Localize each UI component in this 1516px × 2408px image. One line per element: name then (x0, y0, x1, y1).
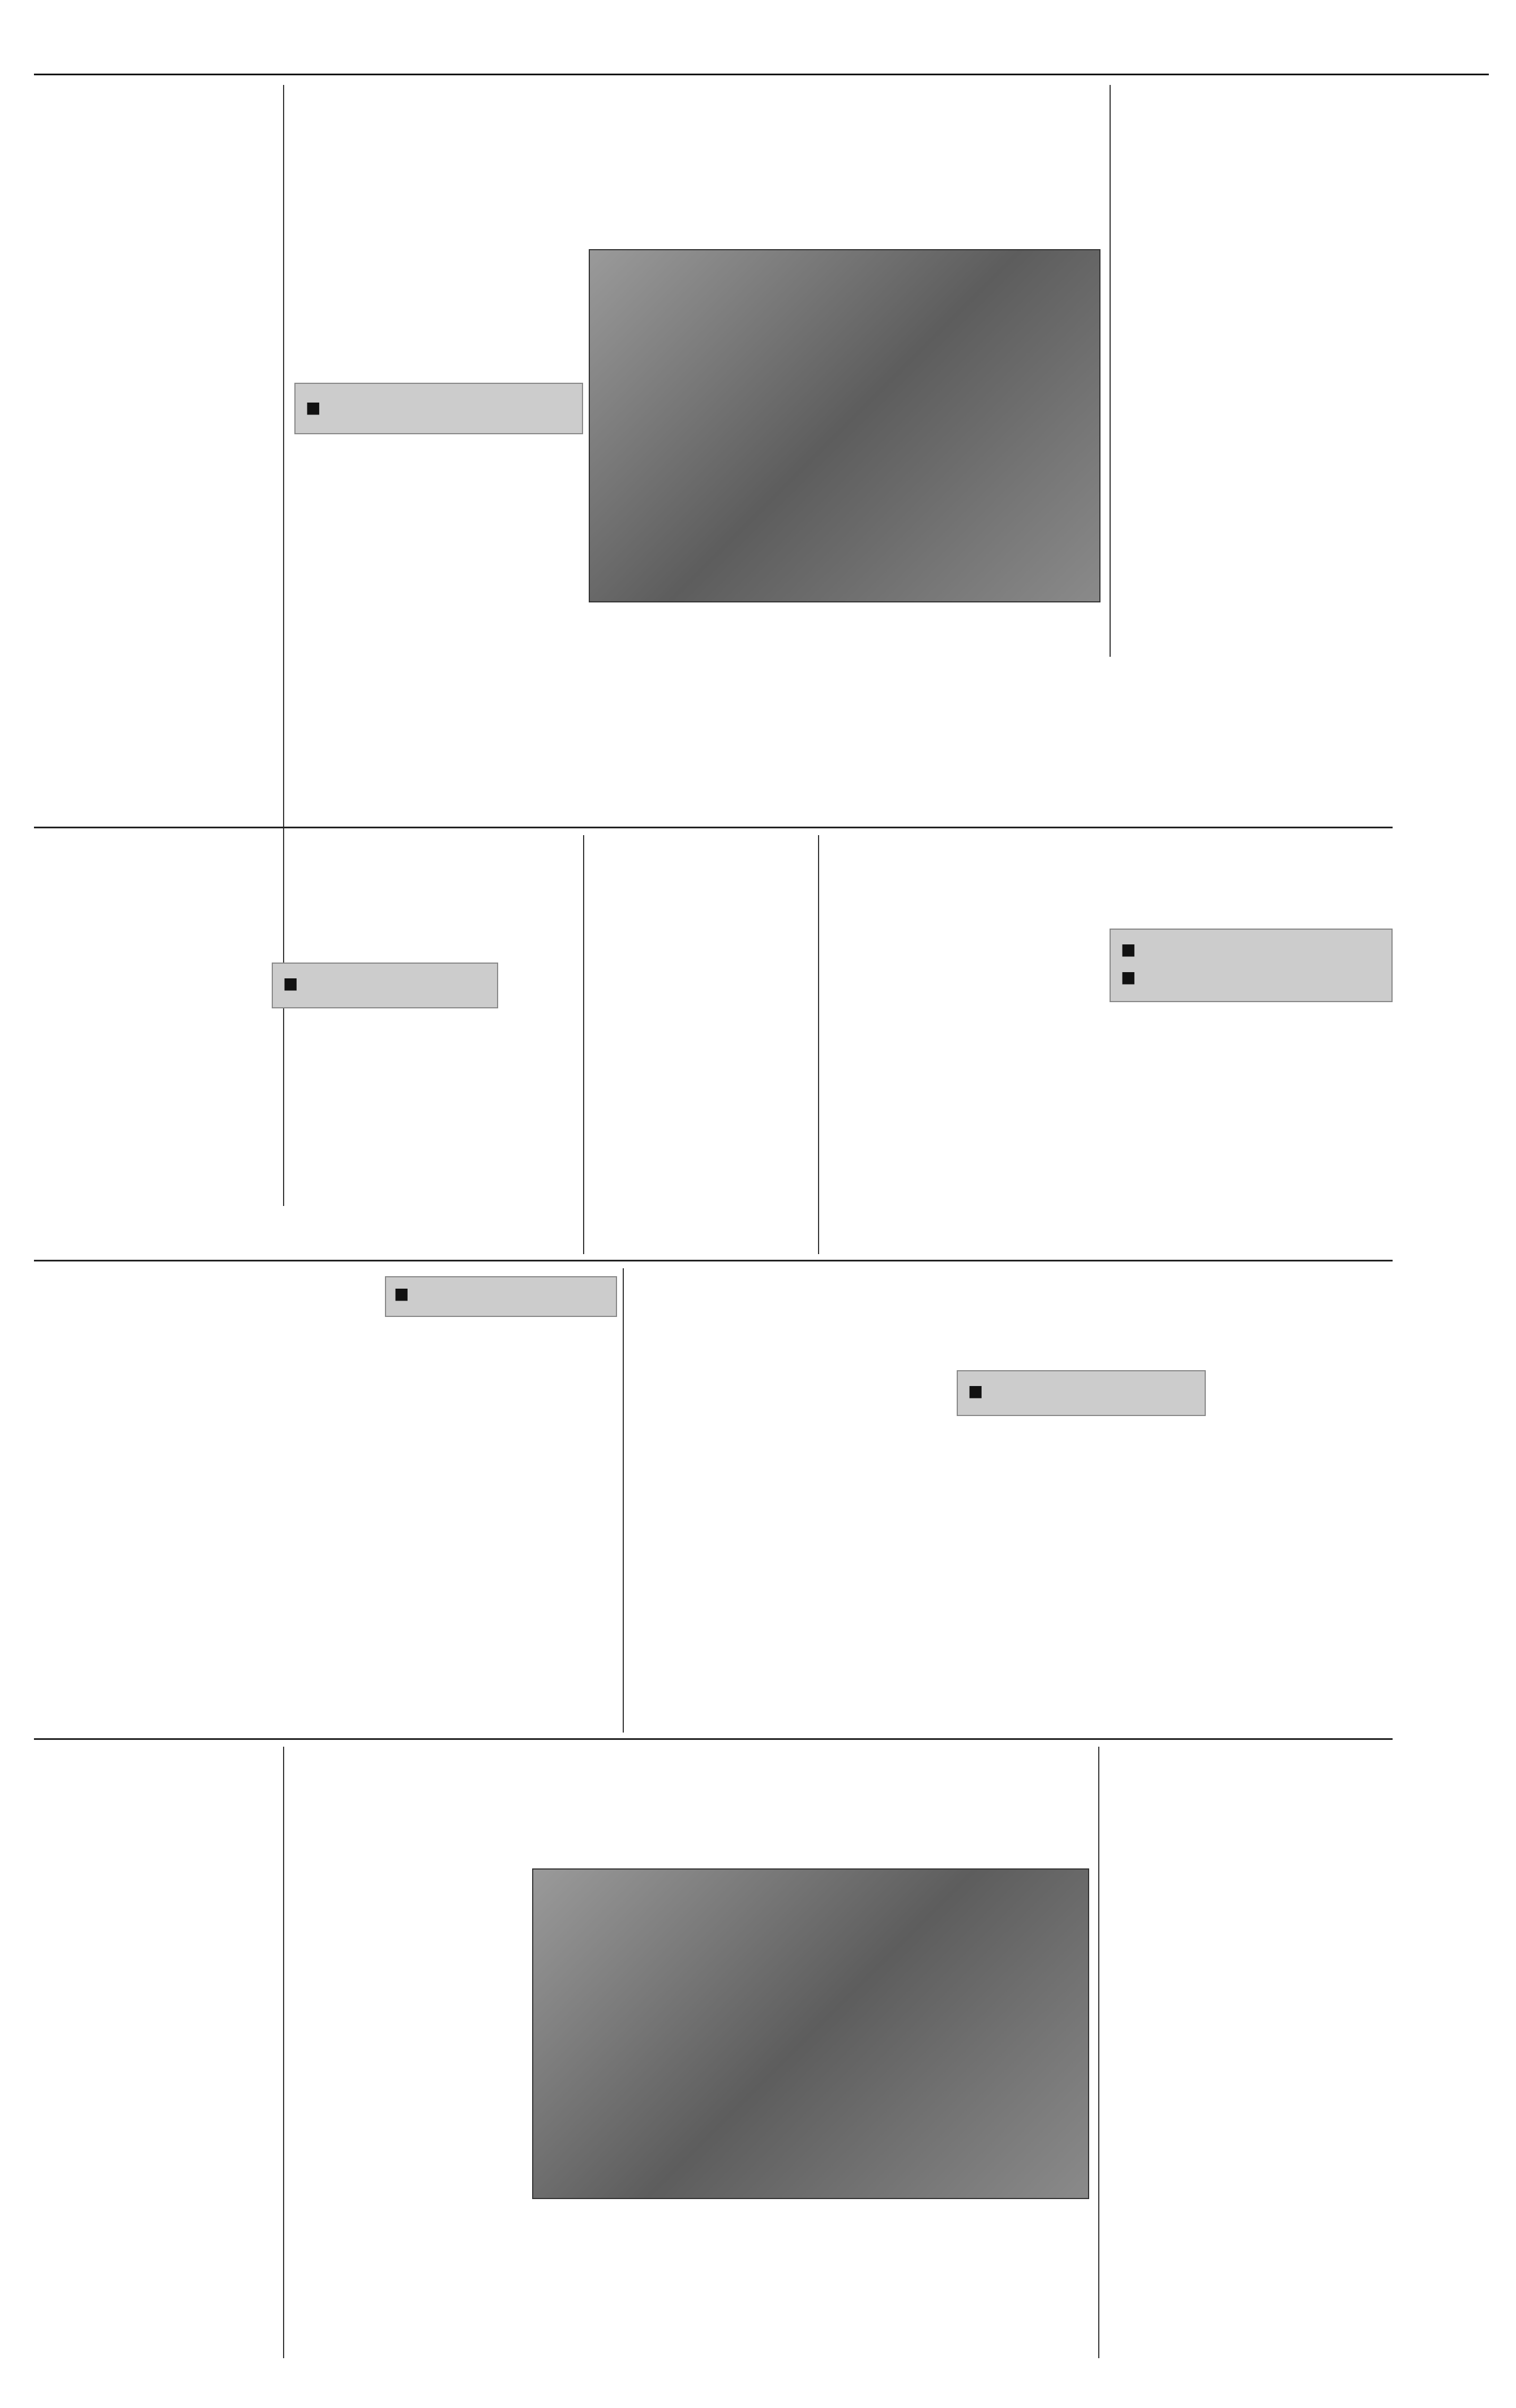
section-rule (34, 1260, 1393, 1261)
sheep-goat-left-col (294, 249, 583, 657)
article-body (34, 1278, 374, 1618)
article-sand-plant (826, 835, 1393, 1254)
section-rule (34, 1738, 1393, 1740)
column-rule (583, 835, 584, 1254)
highlight-item (1121, 938, 1381, 960)
column-rule (818, 835, 819, 1254)
article-body (592, 843, 812, 1137)
article-body (34, 845, 272, 1083)
article-body (294, 249, 583, 374)
article-body (1118, 93, 1393, 557)
article-body-continued (532, 2265, 1087, 2355)
highlight-box (272, 963, 498, 1008)
article-body-continued (294, 662, 1387, 821)
column-rule (1110, 85, 1111, 657)
article-body (294, 1868, 521, 2355)
highlight-item (1121, 965, 1381, 987)
article-agra-bandhu (1118, 85, 1393, 651)
article-body (34, 1756, 277, 2265)
article-gada (34, 1747, 277, 2358)
column-rule (1098, 1747, 1099, 2358)
article-body (1107, 1756, 1393, 2220)
article-ramlila (34, 1268, 374, 1733)
article-youth-assault (592, 835, 812, 1254)
article-mehul (631, 1268, 1393, 1733)
highlight-item (394, 1283, 608, 1304)
article-bhujia (34, 835, 577, 1254)
highlight-box (385, 1276, 617, 1317)
article-bike-theft (1107, 1747, 1393, 2358)
article-body (385, 1325, 617, 1563)
column-rule (283, 1747, 284, 2358)
article-body (631, 1278, 948, 1607)
section-rule (34, 827, 1393, 828)
masthead (34, 52, 1489, 75)
article-police-theft (385, 1268, 617, 1733)
highlight-item (283, 972, 487, 994)
highlight-item (968, 1379, 1194, 1401)
news-photo (589, 249, 1100, 602)
highlight-box (1110, 929, 1393, 1002)
article-body (826, 845, 1098, 1128)
highlight-box (294, 383, 583, 434)
column-rule (623, 1268, 624, 1733)
highlight-item (306, 392, 572, 420)
highlight-box (957, 1370, 1206, 1416)
news-photo (532, 1868, 1089, 2199)
